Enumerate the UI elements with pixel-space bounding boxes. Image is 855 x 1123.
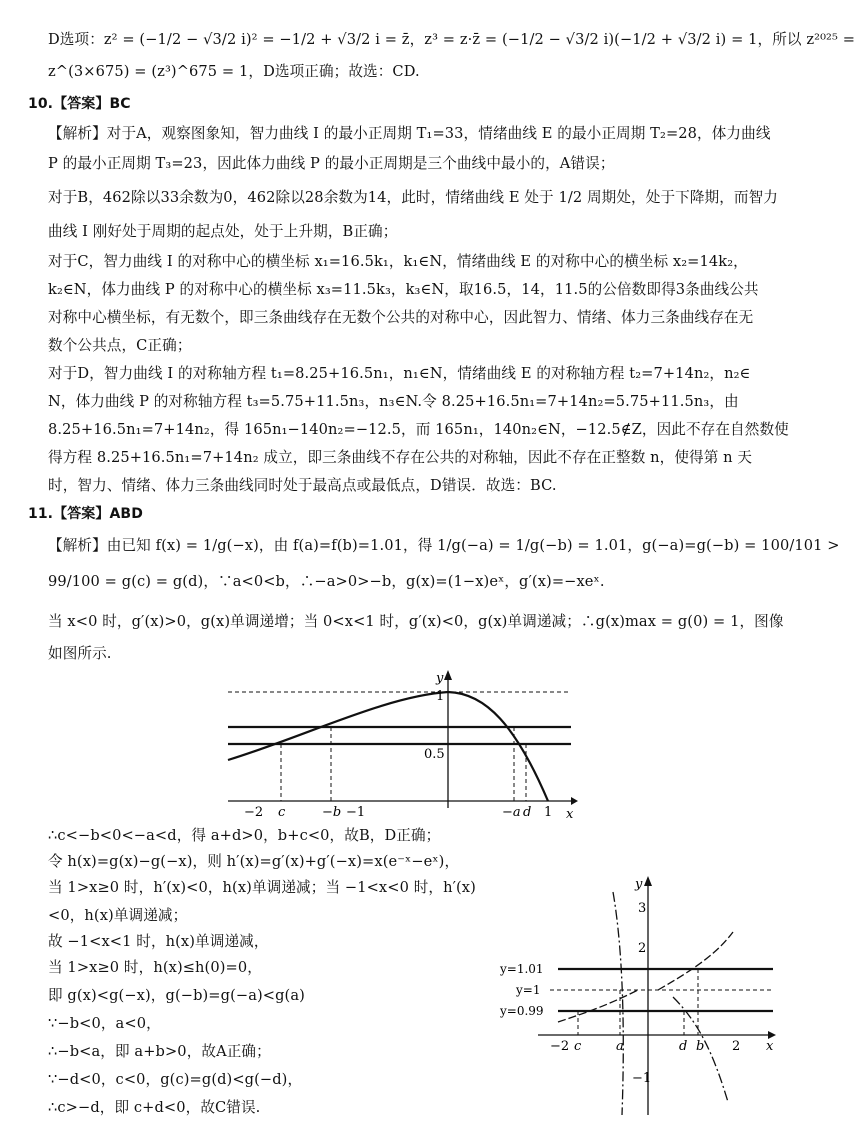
y-arrow-icon [644,876,652,886]
text-line: 曲线 I 刚好处于周期的起点处，处于上升期，B正确； [48,223,398,240]
fig1-tick-1: 1 [544,805,553,820]
text-line: 即 g(x)<g(−x)，g(−b)=g(−a)<g(a) [48,987,305,1004]
fig1-tick-neg-a: −a [502,805,521,820]
fig1-half-label: 0.5 [424,747,445,762]
fig1-tick-c: c [278,805,286,820]
fig2-label-0-99: y=0.99 [500,1004,544,1018]
fig2-ytick-3: 3 [638,901,647,916]
fig1-x-label: x [566,807,574,822]
fig2-label-1-01: y=1.01 [500,962,544,976]
fig2-label-1: y=1 [516,983,541,997]
text-line: 当 1>x≥0 时，h′(x)<0，h(x)单调递减；当 −1<x<0 时，h′(x) [48,879,476,896]
curve-left-lower [558,990,638,1022]
curve-right-upper [658,932,733,990]
text-line: ∵−d<0，c<0，g(c)=g(d)<g(−d)， [48,1071,303,1088]
fig2-xtick-b: b [696,1039,705,1054]
text-line: ∴c<−b<0<−a<d，得 a+d>0，b+c<0，故B，D正确； [48,827,441,844]
x-arrow-icon [571,797,578,805]
fig2-ytick-2: 2 [638,941,647,956]
fig1-one-label: 1 [436,689,445,704]
text-line: 如图所示. [48,645,112,662]
fig1-tick-d: d [523,805,532,820]
text-line: 当 x<0 时，g′(x)>0，g(x)单调递增；当 0<x<1 时，g′(x)<0，g(x)单调递减；∴g(x)max = g(0) = 1，图像 [48,613,784,630]
text-line: 99/100 = g(c) = g(d)，∵a<0<b，∴−a>0>−b，g(x)=(1−x)eˣ，g′(x)=−xeˣ. [48,573,605,590]
text-line: 故 −1<x<1 时，h(x)单调递减， [48,933,269,950]
fig1-tick-neg-b: −b [322,805,342,820]
text-line: 对称中心横坐标，有无数个，即三条曲线存在无数个公共的对称中心，因此智力、情绪、体力三条曲线存在无 [48,309,754,326]
fig2-xtick-2: 2 [732,1039,741,1054]
curve-left-branch [613,892,623,1115]
g-curve [228,692,548,801]
text-line: N，体力曲线 P 的对称轴方程 t₃=5.75+11.5n₃，n₃∈N.令 8.25+16.5n₁=7+14n₂=5.75+11.5n₃，由 [48,393,739,410]
fig2-xtick-neg2: −2 [550,1039,570,1054]
text-line: 当 1>x≥0 时，h(x)≤h(0)=0， [48,959,262,976]
y-arrow-icon [444,670,452,680]
text-line: 得方程 8.25+16.5n₁=7+14n₂ 成立，即三条曲线不存在公共的对称轴，因此不存在正整数 n，使得第 n 天 [48,449,753,466]
fig1-tick-neg1: −1 [346,805,366,820]
text-line: <0，h(x)单调递减； [48,907,188,924]
text-line: D选项：z² = (−1/2 − √3/2 i)² = −1/2 + √3/2 i = z̄，z³ = z·z̄ = (−1/2 − √3/2 i)(−1/2 + √3/2 i) = 1，所以 z²⁰²⁵ = [48,31,855,48]
answer-heading: 11.【答案】ABD [28,506,143,522]
figure-g-graph [226,666,576,822]
fig2-x-label: x [766,1039,774,1054]
figure-h-graph [498,872,778,1117]
fig2-xtick-c: c [574,1039,582,1054]
fig2-xtick-a: a [616,1039,624,1054]
text-line: z^(3×675) = (z³)^675 = 1，D选项正确；故选：CD. [48,63,420,80]
fig1-tick-neg2: −2 [244,805,264,820]
text-line: P 的最小正周期 T₃=23，因此体力曲线 P 的最小正周期是三个曲线中最小的，A错误； [48,155,615,172]
text-line: 【解析】由已知 f(x) = 1/g(−x)，由 f(a)=f(b)=1.01，得 1/g(−a) = 1/g(−b) = 1.01，g(−a)=g(−b) = 100/101 > [48,537,840,554]
fig2-y-label: y [635,877,643,892]
text-line: 【解析】对于A，观察图象知，智力曲线 I 的最小正周期 T₁=33，情绪曲线 E 的最小正周期 T₂=28，体力曲线 [48,125,771,142]
text-line: ∴c>−d，即 c+d<0，故C错误. [48,1099,261,1116]
x-arrow-icon [768,1031,776,1039]
answer-heading: 10.【答案】BC [28,96,131,112]
text-line: k₂∈N，体力曲线 P 的对称中心的横坐标 x₃=11.5k₃，k₃∈N，取16.5，14，11.5的公倍数即得3条曲线公共 [48,281,759,298]
fig1-y-label: y [436,671,444,686]
fig2-ytick-neg1: −1 [632,1071,652,1086]
text-line: 对于D，智力曲线 I 的对称轴方程 t₁=8.25+16.5n₁，n₁∈N，情绪曲线 E 的对称轴方程 t₂=7+14n₂，n₂∈ [48,365,751,382]
text-line: ∵−b<0，a<0， [48,1015,161,1032]
text-line: 数个公共点，C正确； [48,337,192,354]
text-line: 时，智力、情绪、体力三条曲线同时处于最高点或最低点，D错误．故选：BC. [48,477,557,494]
text-line: 令 h(x)=g(x)−g(−x)，则 h′(x)=g′(x)+g′(−x)=x(e⁻ˣ−eˣ)， [48,853,460,870]
text-line: 8.25+16.5n₁=7+14n₂，得 165n₁−140n₂=−12.5，而 165n₁，140n₂∈N，−12.5∉Z，因此不存在自然数使 [48,421,789,438]
text-line: ∴−b<a，即 a+b>0，故A正确； [48,1043,271,1060]
fig2-xtick-d: d [679,1039,688,1054]
text-line: 对于C，智力曲线 I 的对称中心的横坐标 x₁=16.5k₁，k₁∈N，情绪曲线 E 的对称中心的横坐标 x₂=14k₂， [48,253,748,270]
text-line: 对于B，462除以33余数为0，462除以28余数为14，此时，情绪曲线 E 处于 1/2 周期处，处于下降期，而智力 [48,189,778,206]
